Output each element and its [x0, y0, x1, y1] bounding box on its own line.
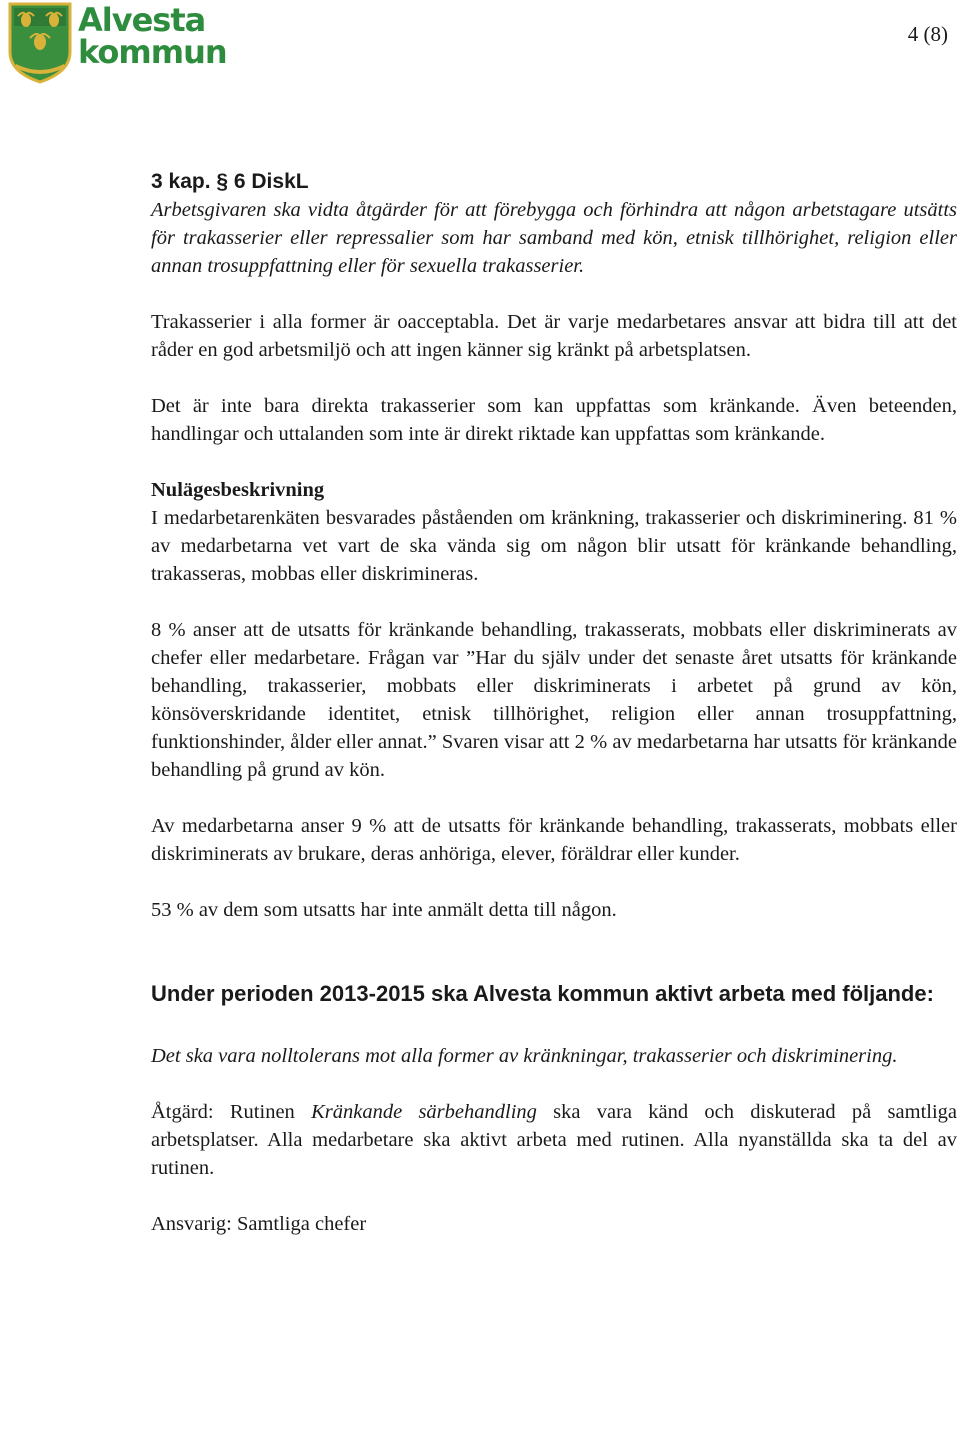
paragraph-indirect-harassment: Det är inte bara direkta trakasserier som kan uppfattas som kränkande. Även beteenden, handlingar och uttalanden som inte är direkt riktade kan uppfattas som kränkande. — [151, 395, 957, 445]
logo-line-1: Alvesta — [78, 1, 206, 39]
nulage-paragraph-1: I medarbetarenkäten besvarades påståenden om kränkning, trakasserier och diskriminering. 81 % av medarbetarna vet vart de ska vända sig om någon blir utsatt för kränkande behandling, trakasseras, mobbas eller diskrimineras. — [151, 507, 957, 585]
plan-action-routine: Kränkande särbehandling — [311, 1101, 537, 1123]
page-header — [0, 0, 960, 100]
plan-heading: Under perioden 2013-2015 ska Alvesta kommun aktivt arbeta med följande: — [151, 981, 934, 1006]
law-heading: 3 kap. § 6 DiskL — [151, 170, 309, 193]
plan-action-suffix: ska vara känd och diskuterad på samtliga arbetsplatser. Alla medarbetare ska aktivt arbeta med rutinen. Alla nyanställda ska ta del av rutinen. — [151, 1101, 957, 1179]
logo-line-2: kommun — [78, 33, 227, 71]
plan-action — [151, 1098, 957, 1182]
nulage-paragraph-3: Av medarbetarna anser 9 % att de utsatts för kränkande behandling, trakasserats, mobbats eller diskriminerats av brukare, deras anhöriga, elever, föräldrar eller kunder. — [151, 815, 957, 865]
nulage-heading: Nulägesbeskrivning — [151, 479, 325, 501]
logo-wordmark — [78, 1, 227, 71]
alvesta-kommun-logo — [6, 1, 227, 84]
plan-action-prefix: Åtgärd: Rutinen — [151, 1101, 312, 1123]
document-body — [151, 168, 957, 1238]
nulage-paragraph-4: 53 % av dem som utsatts har inte anmält detta till någon. — [151, 899, 617, 921]
page-number: 4 (8) — [907, 22, 948, 46]
plan-responsible: Ansvarig: Samtliga chefer — [151, 1213, 367, 1235]
paragraph-harassment-unacceptable: Trakasserier i alla former är oacceptabla. Det är varje medarbetares ansvar att bidra till att det råder en god arbetsmiljö och att ingen känner sig kränkt på arbetsplatsen. — [151, 311, 957, 361]
coat-of-arms-icon — [6, 2, 74, 84]
law-quote: Arbetsgivaren ska vidta åtgärder för att förebygga och förhindra att någon arbetstagare utsätts för trakasserier eller repressalier som har samband med kön, etnisk tillhörighet, religion eller annan trosuppfattning eller för sexuella trakasserier. — [151, 199, 957, 277]
plan-goal: Det ska vara nolltolerans mot alla former av kränkningar, trakasserier och diskriminering. — [151, 1045, 898, 1067]
nulage-paragraph-2: 8 % anser att de utsatts för kränkande behandling, trakasserats, mobbats eller diskriminerats av chefer eller medarbetare. Frågan var ”Har du själv under det senaste året utsatts för kränkande behandling, trakasserier, mobbats eller diskriminerats i arbetet på grund av kön, könsöverskridande identitet, etnisk tillhörighet, religion eller annan trosuppfattning, funktionshinder, ålder eller annat.” Svaren visar att 2 % av medarbetarna har utsatts för kränkande behandling på grund av kön. — [151, 619, 957, 781]
